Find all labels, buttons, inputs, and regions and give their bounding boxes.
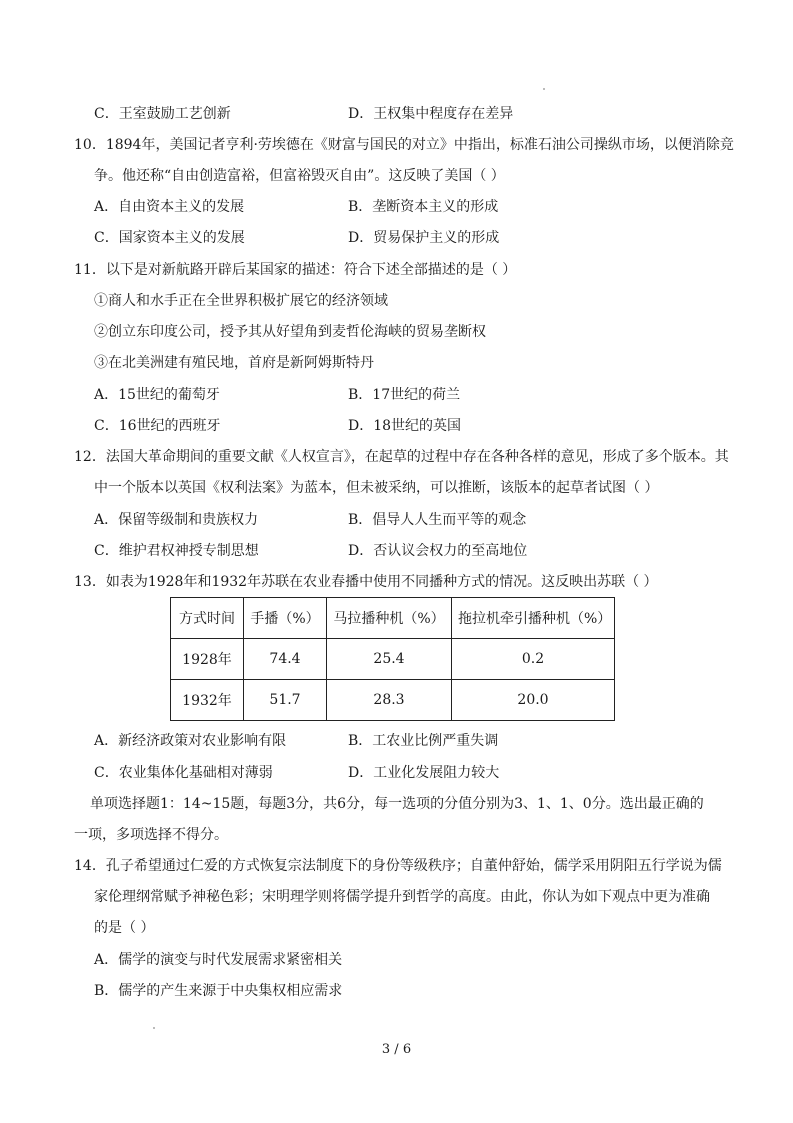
q13-options-cd [94,762,654,782]
table-cell: 51.7 [244,680,327,721]
q14-option-b: B．儒学的产生来源于中央集权相应需求 [94,983,343,999]
table-cell: 0.2 [452,639,615,680]
q13-option-a: A．新经济政策对农业影响有限 [94,733,287,749]
table-row [171,639,615,680]
q11-statement-1: ①商人和水手正在全世界积极扩展它的经济领域 [94,293,388,309]
q9-options-cd [94,103,654,123]
q13-option-d: D．工业化发展阻力较大 [348,765,500,781]
q12-option-b: B．倡导人人生而平等的观念 [348,512,527,528]
table-header-cell: 马拉播种机（%） [327,598,452,639]
table-cell: 28.3 [327,680,452,721]
scan-speck [153,1027,155,1029]
q14-stem-line2: 家伦理纲常赋予神秘色彩；宋明理学则将儒学提升到哲学的高度。由此，你认为如下观点中更为准确 [94,889,710,905]
q11-option-b: B．17世纪的荷兰 [348,387,461,403]
q12-option-a: A．保留等级制和贵族权力 [94,512,259,528]
table-header-cell: 手播（%） [244,598,327,639]
q12-stem-line2: 中一个版本以英国《权利法案》为蓝本，但未被采纳，可以推断，该版本的起草者试图（ ） [94,480,659,496]
q13-data-table [170,597,615,721]
q10-option-c: C．国家资本主义的发展 [94,230,245,246]
q11-options-ab [94,384,654,404]
q11-statement-3: ③在北美洲建有殖民地，首府是新阿姆斯特丹 [94,355,374,371]
table-cell: 74.4 [244,639,327,680]
q10-stem-line2: 争。他还称“自由创造富裕，但富裕毁灭自由”。这反映了美国（ ） [94,168,505,184]
q11-statement-2: ②创立东印度公司，授予其从好望角到麦哲伦海峡的贸易垄断权 [94,324,486,340]
q14-stem-line1: 14．孔子希望通过仁爱的方式恢复宗法制度下的身份等级秩序；自董仲舒始，儒学采用阴阳五行学说为儒 [74,858,722,874]
q13-options-ab [94,730,654,750]
q10-options-ab [94,196,654,216]
table-cell: 1928年 [171,639,244,680]
table-cell: 1932年 [171,680,244,721]
q12-options-ab [94,509,654,529]
table-cell: 25.4 [327,639,452,680]
q10-option-b: B．垄断资本主义的形成 [348,199,499,215]
table-row [171,680,615,721]
table-header-row [171,598,615,639]
q13-option-b: B．工农业比例严重失调 [348,733,499,749]
q11-option-d: D．18世纪的英国 [348,418,462,434]
q14-option-a: A．儒学的演变与时代发展需求紧密相关 [94,952,343,968]
q11-stem: 11．以下是对新航路开辟后某国家的描述：符合下述全部描述的是（ ） [74,262,517,278]
scan-speck [543,88,545,90]
q10-stem-line1: 10．1894年，美国记者亨利·劳埃德在《财富与国民的对立》中指出，标准石油公司操纵市场，以便消除竞 [74,137,734,153]
q12-stem-line1: 12．法国大革命期间的重要文献《人权宣言》，在起草的过程中存在各种各样的意见，形成了多个版本。其 [74,449,729,465]
q11-options-cd [94,415,654,435]
q9-option-c: C．王室鼓励工艺创新 [94,106,231,122]
q13-option-c: C．农业集体化基础相对薄弱 [94,765,273,781]
q11-option-c: C．16世纪的西班牙 [94,418,221,434]
table-header-cell: 方式时间 [171,598,244,639]
q14-stem-line3: 的是（ ） [94,920,155,936]
q13-stem: 13．如表为1928年和1932年苏联在农业春播中使用不同播种方式的情况。这反映出苏联（ ） [74,574,658,590]
table-cell: 20.0 [452,680,615,721]
q11-option-a: A．15世纪的葡萄牙 [94,387,220,403]
section-instruction-line2: 一项，多项选择不得分。 [74,827,228,843]
section-instruction-line1: 单项选择题1：14~15题，每题3分，共6分，每一选项的分值分别为3、1、1、0分。选出最正确的 [90,796,704,812]
q9-option-d: D．王权集中程度存在差异 [348,106,514,122]
q12-option-c: C．维护君权神授专制思想 [94,543,259,559]
q10-options-cd [94,227,654,247]
q10-option-a: A．自由资本主义的发展 [94,199,245,215]
q12-options-cd [94,540,654,560]
page-number: 3 / 6 [381,1042,412,1057]
q12-option-d: D．否认议会权力的至高地位 [348,543,528,559]
q10-option-d: D．贸易保护主义的形成 [348,230,500,246]
table-header-cell: 拖拉机牵引播种机（%） [452,598,615,639]
